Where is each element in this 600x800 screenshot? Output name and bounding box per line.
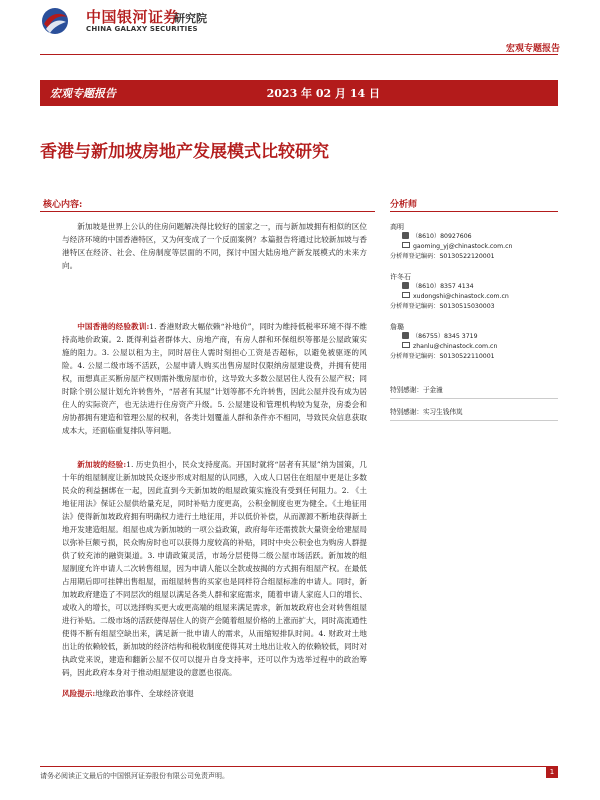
analyst-heading: 分析师	[390, 200, 418, 210]
mail-icon	[402, 242, 410, 248]
footer-divider	[40, 766, 558, 767]
report-date: 2023 年 02 月 14 日	[266, 87, 380, 100]
thanks-divider	[390, 398, 558, 399]
risk-body: 地缘政治事件、全球经济衰退	[95, 689, 194, 698]
brand-institute: 研究院	[174, 12, 207, 25]
special-thanks: 特别感谢：实习生钱伟岚	[390, 408, 463, 416]
analyst-email[interactable]: zhanlu@chinastock.com.cn	[390, 342, 560, 352]
analyst-phone: （8610）8357 4134	[390, 282, 560, 292]
analyst-phone: （86755）8345 3719	[390, 332, 560, 342]
mail-icon	[402, 292, 410, 298]
hk-lessons-lead: 中国香港的经验教训:	[77, 322, 150, 331]
hk-lessons-paragraph	[62, 320, 367, 437]
header-divider	[40, 54, 558, 55]
thanks-divider	[390, 420, 558, 421]
analyst-cert: 分析师登记编码：S0130522120001	[390, 253, 495, 260]
analyst-cert: 分析师登记编码：S0130522110001	[390, 353, 495, 360]
brand-name-cn: 中国银河证券	[86, 8, 180, 26]
risk-warning	[62, 688, 194, 699]
analyst-email[interactable]: gaoming_yj@chinastock.com.cn	[390, 242, 560, 252]
phone-icon	[402, 282, 409, 289]
analyst-cert: 分析师登记编码：S0130515030003	[390, 303, 495, 310]
special-thanks: 特别感谢：于金潼	[390, 386, 443, 394]
report-title: 香港与新加坡房地产发展模式比较研究	[40, 142, 329, 162]
risk-lead: 风险提示:	[62, 689, 96, 698]
sg-experience-body: 1. 历史负担小，民众支持度高。开国时就将“居者有其屋”纳为国策，几十年的组屋制度让新加坡民众逐步形成对组屋的认同感，入成人口居住在组屋中更是让多数民众的利益捆绑在一起，因此直到今天新加坡的组屋政策实施没有受到任何阻力。2. 《土地征用法》保证公屋供给量充足，同时补贴力度更高，公积金制度也更为健全。《土地征用法》使得新加坡政府拥有明确权力进行土地征用，并以低价补偿，从而源源不断地获得新土地开发建造组屋。组屋也成为新加坡的一项公益政策，政府每年还需拨款大量资金给建屋局以弥补巨额亏损，民众购房时也可以获得力度较高的补贴，同时中央公积金也为购房人群提供了较充沛的融资渠道。3. 申请政策灵活，市场分层使得二级公屋市场活跃。新加坡的组屋制度允许申请人二次转售组屋，因为申请人能以全款或按揭的方式拥有组屋产权。在最低占用期后即可挂牌出售组屋，而组屋转售的买家也是同样符合组屋标准的申请人。同时，新加坡政府建造了不同层次的组屋以满足各类人群和家庭需求，随着申请人家庭人口的增长、或收入的增长，可以选择购买更大或更高端的组屋来满足需求，新加坡政府也会对转售组屋进行补贴。二级市场的活跃使得居住人的资产会随着组屋价格的上涨而扩大，同时高流通性使得不断有组屋空缺出来，满足新一批申请人的需求，从而缩短排队时间。4. 财政对土地出让的依赖较低，新加坡的经济结构和税收制度使得其对土地出让收入的依赖较低，同时对执政党来说，建造和翻新公屋不仅可以提升自身支持率，还可以作为选举过程中的政治筹码，因此政府本身对于推动组屋建设的意愿也很高。	[62, 460, 367, 677]
page-number: 1	[546, 766, 558, 778]
sg-experience-paragraph	[62, 458, 367, 679]
analyst-divider	[390, 211, 558, 212]
analyst-email[interactable]: xudongshi@chinastock.com.cn	[390, 292, 560, 302]
analyst-name: 高明	[390, 223, 404, 231]
phone-icon	[402, 332, 409, 339]
sg-experience-lead: 新加坡的经验:	[77, 460, 127, 469]
analyst-name: 许冬石	[390, 273, 411, 281]
analyst-card	[390, 272, 560, 312]
header-report-type: 宏观专题报告	[505, 44, 560, 54]
analyst-name: 詹璐	[390, 323, 404, 331]
hk-lessons-body: 1. 香港财政大幅依赖“补地价”，同时为维持低税率环境不得不维持高地价政策。2. 既得利益者群体大、房地产商，有房人群和环保组织等都是公屋政策实施的阻力。3. 公屋以租为主，同时居住人需时刻担心工资是否超标，以避免被驱逐的风险。4. 公屋二级市场不活跃，公屋申请人购买出售房屋时仅限纳房屋建设费，并拥有使用权，而想真正买断房屋产权则需补缴房屋市价，这导致大多数公屋居住人没有公屋产权；同时除个别公屋计划允许转售外，“居者有其屋”计划等都不允许转售，因此公屋并没有成为居住人的实际资产，也无法进行住房资产升级。5. 公屋建设和管理机构较为复杂，房委会和房协都拥有建造和管理公屋的权利，各类计划覆盖人群和条件亦不相同，导致民众信息获取成本大，还面临重复排队等问题。	[62, 322, 367, 435]
band-label: 宏观专题报告	[50, 87, 116, 100]
analyst-phone: （8610）80927606	[390, 232, 560, 242]
core-divider	[40, 211, 375, 212]
analyst-card	[390, 322, 560, 362]
galaxy-logo-icon	[40, 6, 70, 36]
phone-icon	[402, 232, 409, 239]
core-content-heading: 核心内容:	[43, 200, 83, 210]
footer-disclaimer: 请务必阅读正文最后的中国银河证券股份有限公司免责声明。	[40, 772, 229, 780]
analyst-card	[390, 222, 560, 262]
mail-icon	[402, 342, 410, 348]
brand-name-en: CHINA GALAXY SECURITIES	[86, 25, 198, 33]
intro-paragraph: 新加坡是世界上公认的住房问题解决得比较好的国家之一，而与新加坡拥有相似的区位与经济环境的中国香港特区，又为何变成了一个反面案例？本篇报告将通过比较新加坡与香港特区在经济、社会、住房制度等层面的不同，探讨中国大陆房地产新发展模式的未来方向。	[62, 222, 367, 270]
